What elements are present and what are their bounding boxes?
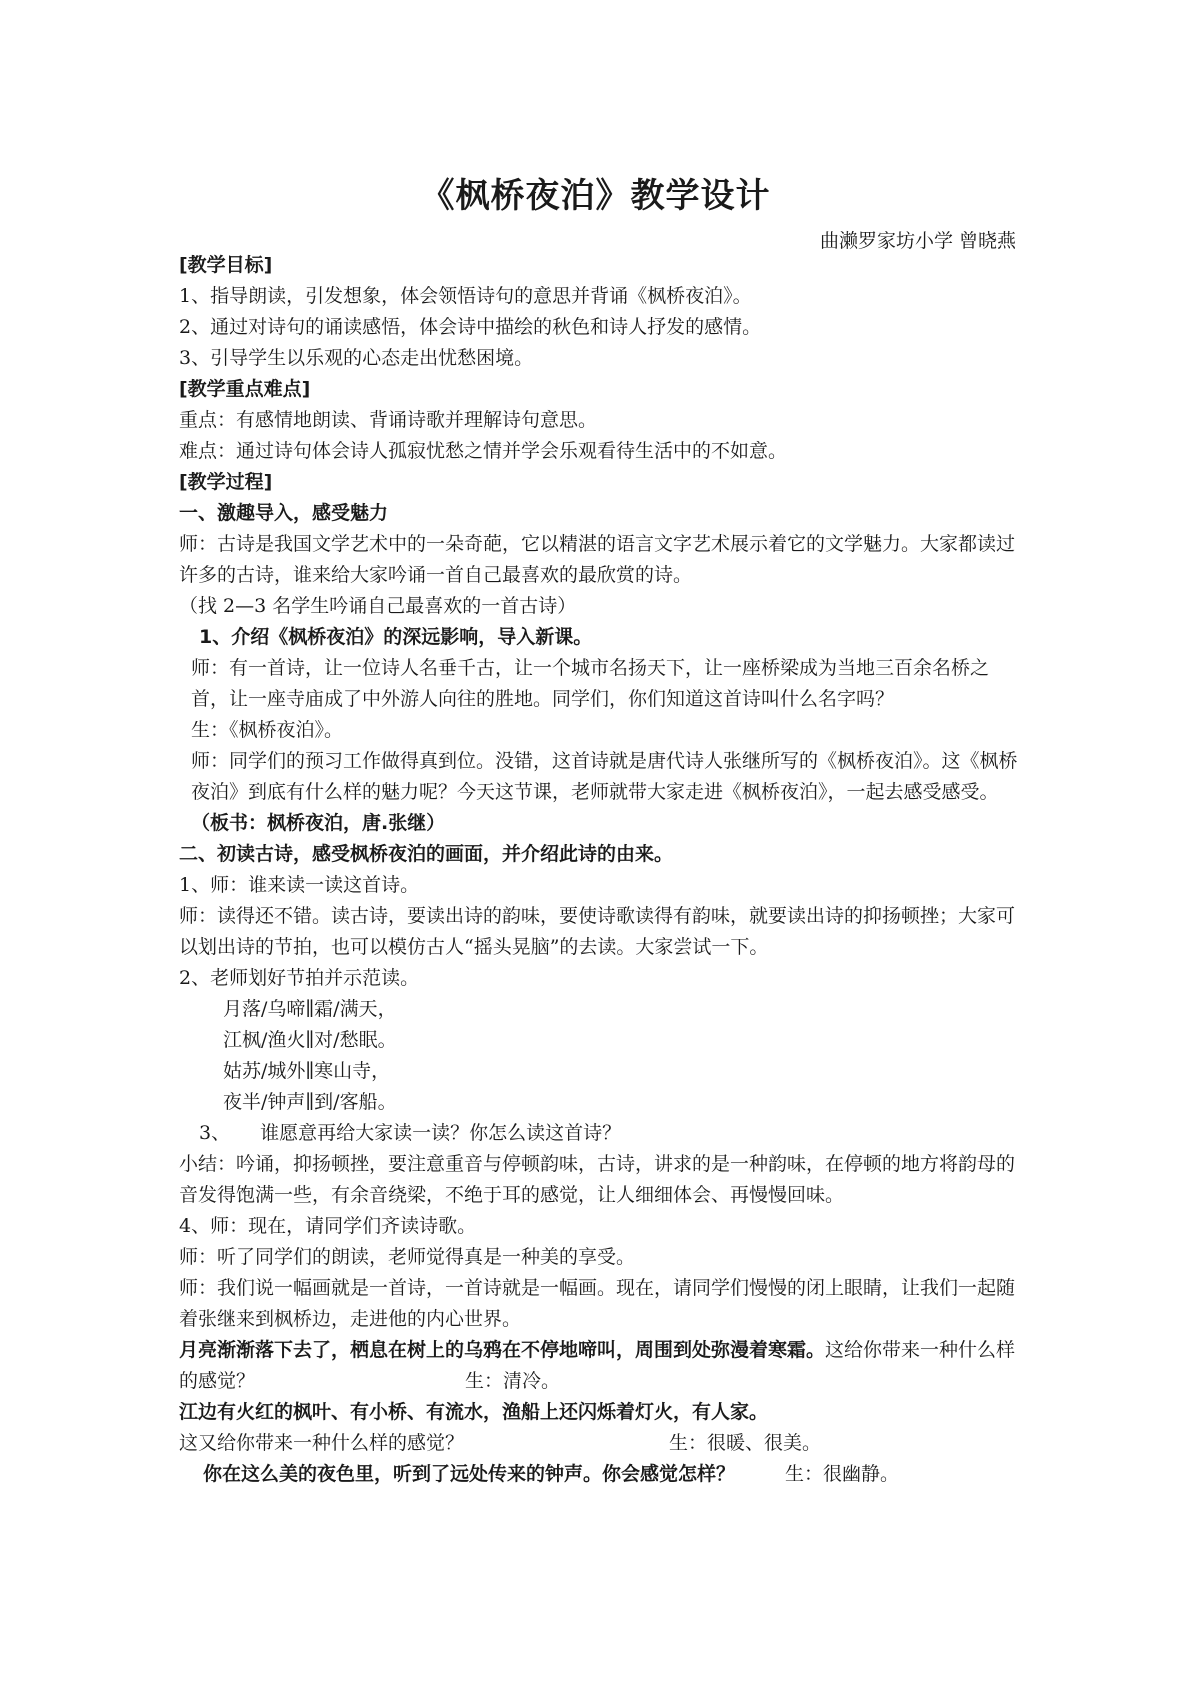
paragraph-note: （找 2—3 名学生吟诵自己最喜欢的一首古诗） — [179, 595, 577, 617]
paragraph-text: 师：同学们的预习工作做得真到位。没错，这首诗就是唐代诗人张继所写的《枫桥夜泊》。这《枫桥夜泊》到底有什么样的魅力呢？今天这节课，老师就带大家走进《枫桥夜泊》，一起去感受感受。 — [191, 750, 1018, 803]
board-note: （板书：枫桥夜泊，唐.张继） — [191, 812, 446, 834]
paragraph: 师：古诗是我国文学艺术中的一朵奇葩，它以精湛的语言文字艺术展示着它的文学魅力。大家都读过许多的古诗，谁来给大家吟诵一首自己最喜欢的最欣赏的诗。 — [179, 533, 1016, 586]
paragraph: 师：读得还不错。读古诗，要读出诗的韵味，要使诗歌读得有韵味，就要读出诗的抑扬顿挫；大家可以划出诗的节拍，也可以模仿古人“摇头晃脑”的去读。大家尝试一下。 — [179, 905, 1016, 958]
paragraph-text: 谁愿意再给大家读一读？你怎么读这首诗？ — [260, 1122, 622, 1144]
paragraph — [179, 1459, 1019, 1490]
paragraph: 1、师：谁来读一读这首诗。 — [179, 874, 420, 896]
paragraph — [179, 1428, 1019, 1459]
scene-description: 你在这么美的夜色里，听到了远处传来的钟声。你会感觉怎样？ — [203, 1463, 736, 1485]
key-point: 重点：有感情地朗读、背诵诗歌并理解诗句意思。 — [179, 409, 598, 431]
section-heading-goals: [教学目标] — [179, 254, 273, 276]
document-body — [179, 250, 1019, 1490]
paragraph: 师：我们说一幅画就是一首诗，一首诗就是一幅画。现在，请同学们慢慢的闭上眼睛，让我们一起随着张继来到枫桥边，走进他的内心世界。 — [179, 1277, 1016, 1330]
question-text: 这给你带来一种什么样的感觉？ — [179, 1339, 1016, 1392]
goal-item: 1、指导朗读，引发想象，体会领悟诗句的意思并背诵《枫桥夜泊》。 — [179, 285, 752, 307]
sub-heading: 1、介绍《枫桥夜泊》的深远影响，导入新课。 — [199, 626, 593, 648]
paragraph: 4、师：现在，请同学们齐读诗歌。 — [179, 1215, 477, 1237]
paragraph — [179, 746, 1019, 839]
scene-description: 江边有火红的枫叶、有小桥、有流水，渔船上还闪烁着灯火，有人家。 — [179, 1401, 769, 1423]
goal-item: 2、通过对诗句的诵读感悟，体会诗中描绘的秋色和诗人抒发的感情。 — [179, 316, 762, 338]
student-answer: 生：《枫桥夜泊》。 — [191, 719, 344, 741]
part-heading: 一、激趣导入，感受魅力 — [179, 502, 389, 524]
author-line: 曲濑罗家坊小学 曾晓燕 — [819, 230, 1016, 252]
paragraph — [179, 1118, 1019, 1149]
paragraph: 师：听了同学们的朗读，老师觉得真是一种美的享受。 — [179, 1246, 636, 1268]
paragraph: 师：有一首诗，让一位诗人名垂千古，让一个城市名扬天下，让一座桥梁成为当地三百余名桥之首，让一座寺庙成了中外游人向往的胜地。同学们，你们知道这首诗叫什么名字吗？ — [191, 657, 990, 710]
poem-line: 江枫/渔火∥对/愁眠。 — [223, 1029, 397, 1051]
student-answer: 生：清冷。 — [465, 1370, 561, 1392]
poem-line: 姑苏/城外∥寒山寺， — [223, 1060, 391, 1082]
question-text: 这又给你带来一种什么样的感觉？ — [179, 1432, 465, 1454]
student-answer: 生：很暖、很美。 — [669, 1432, 822, 1454]
section-heading-key-points: [教学重点难点] — [179, 378, 311, 400]
student-answer: 生：很幽静。 — [785, 1463, 900, 1485]
goal-item: 3、引导学生以乐观的心态走出忧愁困境。 — [179, 347, 534, 369]
summary-paragraph: 小结：吟诵，抑扬顿挫，要注意重音与停顿韵味，古诗，讲求的是一种韵味，在停顿的地方将韵母的音发得饱满一些，有余音绕梁，不绝于耳的感觉，让人细细体会、再慢慢回味。 — [179, 1153, 1016, 1206]
paragraph: 2、老师划好节拍并示范读。 — [179, 967, 420, 989]
scene-description: 月亮渐渐落下去了，栖息在树上的乌鸦在不停地啼叫，周围到处弥漫着寒霜。 — [179, 1339, 826, 1361]
item-number: 3、 — [199, 1122, 231, 1144]
document-title: 《枫桥夜泊》教学设计 — [420, 176, 771, 216]
poem-line: 夜半/钟声∥到/客船。 — [223, 1091, 397, 1113]
poem-line: 月落/乌啼∥霜/满天， — [223, 998, 397, 1020]
paragraph — [179, 1335, 1019, 1397]
section-heading-process: [教学过程] — [179, 471, 273, 493]
part-heading: 二、初读古诗，感受枫桥夜泊的画面，并介绍此诗的由来。 — [179, 843, 674, 865]
difficult-point: 难点：通过诗句体会诗人孤寂忧愁之情并学会乐观看待生活中的不如意。 — [179, 440, 788, 462]
